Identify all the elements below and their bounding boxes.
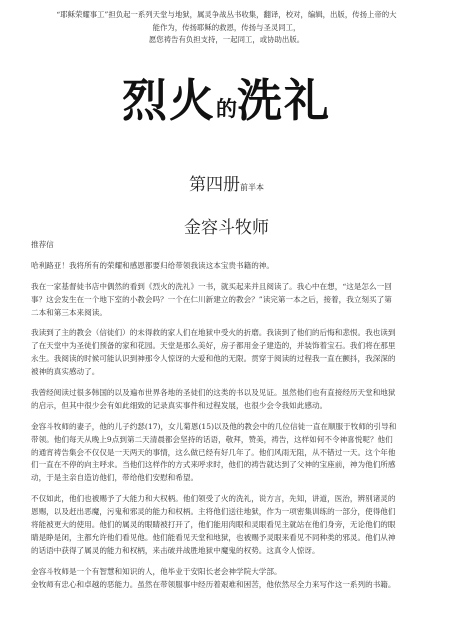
intro-line: 能作为，传扬耶稣的救恩，传扬与圣灵同工， xyxy=(152,22,301,32)
paragraph-line: 我读到了主的教会（信徒们）的未得救的家人们在地狱中受火的折磨。我读到了他们的后悔和悲恨。我也读到 xyxy=(31,328,396,338)
paragraph-line: 睛是睁是闭，主都允许他们看见他。他们能看见天堂和地狱，也被赐予灵眼来看见不同种类的邪灵。他们从神 xyxy=(31,532,396,542)
author-name: 金容斗牧师 xyxy=(184,218,269,238)
paragraph-line: 的启示，但其中很少会有如此细致的记录真实事件和过程发展，也很少会令我如此感动。 xyxy=(31,400,328,410)
paragraph-line: 我在一家基督徒书店中偶然的看到《烈火的洗礼》一书，就买起来并且阅读了。我心中在想，“这是怎么一回 xyxy=(31,281,392,291)
paragraph-line: 金容斗牧师是一个有智慧和知识的人，他毕业于安阳长老会神学院大学部。 xyxy=(31,566,282,576)
paragraph-line: 被神的真实感动了。 xyxy=(31,367,100,377)
paragraph-line: 带领。他们每天从晚上9点到第二天清晨都会坚持的话语，敬拜，赞美，祷告，这样如何不令神喜悦呢？他们 xyxy=(31,434,393,444)
intro-line: 愿您祷告有负担支持，一起同工，或协助出版。 xyxy=(148,35,305,45)
paragraph-line: 永生。我阅读的时候可能认识到神那令人惊讶的大爱和他的无限。贯穿于阅读的过程我一直在颤抖，我深深的 xyxy=(31,354,396,364)
paragraph-line: 的通宵祷告集会不仅仅是一天两天的事情，这么做已经有好几年了。他们风雨无阻，从不错过一天。这个年他 xyxy=(31,447,396,457)
paragraph-line: 金牧师有忠心和卓越的恶能力。虽然在带领服事中经历着艰难和困苦，他依然尽全力来写作这一系列的书籍。 xyxy=(31,579,396,589)
paragraph-line: 不仅如此，他们也被赐予了大能力和大权柄。他们领受了火的洗礼，说方言，先知，讲道，医治，辨别诸灵的 xyxy=(31,494,396,504)
paragraph-line: 将能被更大的使用。他们的属灵的眼睛被打开了，他们能用肉眼和灵眼看见主就站在他们身旁，无论他们的眼 xyxy=(31,520,396,530)
letter-heading: 推荐信 xyxy=(31,240,54,249)
paragraph-line: 的话语中获得了属灵的能力和权柄，来击破并战胜地狱中魔鬼的权势。这真令人惊讶。 xyxy=(31,545,320,555)
intro-block xyxy=(30,9,423,47)
intro-line: “耶稣荣耀事工”担负起一系列天堂与地狱，属灵争战丛书收集，翻译，校对，编辑，出版，传扬上帝的大 xyxy=(56,10,397,19)
paragraph-line: 恩赐，以及赶出恶魔，污鬼和邪灵的能力和权柄。主将他们送往地狱，作为一项密集训练的一部分，使得他们 xyxy=(31,507,396,517)
paragraph-line: 哈利路亚！我将所有的荣耀和感恩都要归给带领我读这本宝贵书籍的神。 xyxy=(31,260,274,270)
recommendation-letter xyxy=(31,239,425,591)
paragraph-line: 我曾经阅读过很多韩国的以及遍布世界各地的圣徒们的这类的书以及见证。虽然他们也有直接经历天堂和地狱 xyxy=(31,388,396,398)
paragraph-line: 了在天堂中为圣徒们预备的家和花园。天堂是那么美好，房子都用金子建造的，并装饰着宝石。我们将在那里 xyxy=(31,341,396,351)
paragraph-line: 动，于是主亲自造访他们，带给他们安慰和希望。 xyxy=(31,473,199,483)
book-title-part3: 洗礼 xyxy=(237,74,332,127)
book-title-part2: 的 xyxy=(216,97,237,121)
book-title-part1: 烈火 xyxy=(121,74,216,127)
paragraph-line: 金容斗牧师的妻子，他的儿子约瑟(17)，女儿菊恩(15)以及他的教会中的几位信徒一直在顺服于牧师的引导和 xyxy=(31,421,397,431)
volume-heading xyxy=(0,170,453,195)
book-title xyxy=(0,74,453,127)
volume-sub: 前半本 xyxy=(240,183,264,192)
paragraph-line: 事？这会发生在一个地下室的小教会吗？一个在仁川新建立的教会？”读完第一本之后，接着，我立刻买了第 xyxy=(31,294,392,304)
paragraph-line: 们一直在不停的向主呼求。当他们这样作的方式来呼求时，他们的祷告就达到了父神的宝座前，神为他们所感 xyxy=(31,460,396,470)
paragraph-line: 二本和第三本来阅读。 xyxy=(31,307,107,317)
volume-main: 第四册 xyxy=(189,175,240,195)
